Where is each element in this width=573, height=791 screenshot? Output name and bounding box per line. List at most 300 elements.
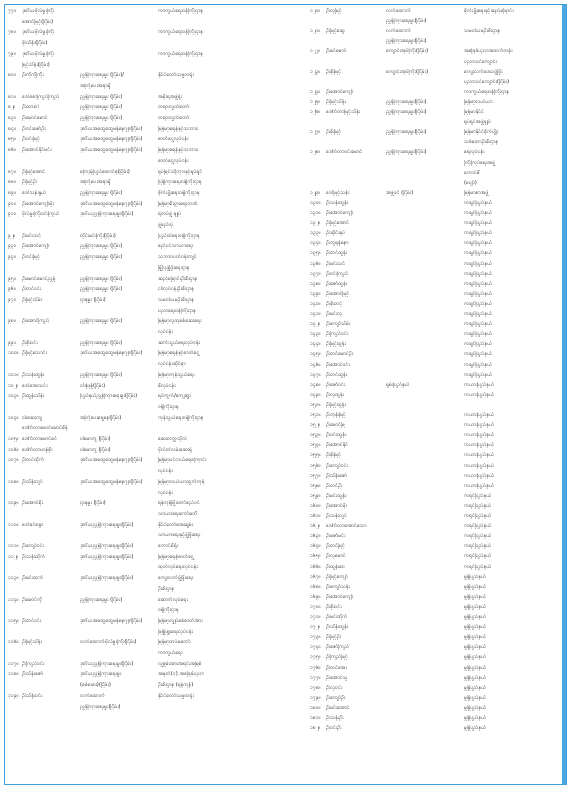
cell-dept: ဦးစီးဌာန [158,585,175,592]
document-page [8,8,561,783]
cell-name: ဒေါ်အေးသင်း [22,382,48,389]
cell-num: ၁၄၀။ [310,300,321,307]
cell-num: ၈၅။ [8,136,16,143]
cell-dept: လုပ်ငန်း [158,329,173,335]
cell-num: ၁၁၉။ [8,692,19,699]
cell-name: ဦးအောင်ကျော် [22,243,50,250]
cell-pos: ဒုတိယညွှန်ကြားရေးမှူး(ငြိမ်း) [80,211,134,218]
cell-dept: မွန်ပြည်နယ် [464,593,487,600]
cell-dept: ပညာသင်ကျောင်း(ငြိမ်း) [464,78,510,85]
cell-num: ၇၉။ [8,50,16,57]
cell-num: ၁၄၂။ [310,321,320,328]
cell-dept: လူ့စွမ်းအားအရင်းအမြစ် [158,660,202,667]
cell-num: ၁၅၁။ [310,412,321,418]
cell-name: ဦးသိန်းဇော် [326,472,348,479]
cell-dept: ပညာရေးဝန်ကြီးဌာန [158,307,196,314]
cell-name: ဦးမင်းထွန်း [326,492,347,499]
cell-num: ၁၅၇။ [310,472,321,479]
cell-dept: ပြည်ထဲရေးဝန်ကြီးဌာန [158,232,200,239]
cell-dept: ကချင်ပြည်နယ် [464,311,493,317]
cell-dept: ကရင်ပြည်နယ် [464,553,492,560]
cell-name: ဒေါက်တာဟန်စိုး [22,446,53,453]
cell-pos: ညွှန်ကြားရေးမှူး (ငြိမ်း) [80,93,123,100]
cell-dept: ကယားပြည်နယ် [464,472,495,479]
cell-name: ဦးကျော်သန်း [326,583,351,590]
cell-name: ဗိုလ်မှူးကြီးဝင်းကြွယ် [22,211,60,218]
cell-dept: ကချင်ပြည်နယ် [464,300,493,307]
cell-dept: မွန်ပြည်နယ် [464,573,487,580]
cell-name: ဦးလှမြင့် [326,8,342,14]
cell-num: ၁၂၄။ [310,88,320,95]
cell-pos: ညွှန်ကြားရေးမှူး (ငြိမ်း) [80,104,123,111]
cell-dept: နိုင်ငံတော်သမ္မတရုံး [158,692,194,699]
cell-dept: အခြေခံပညာအထက်တန်း [464,48,513,55]
cell-dept: ဆောက်လုပ်ရေး [158,596,188,603]
cell-name: ဒေါက်တာအောင်သော [326,523,367,530]
cell-dept: ကာကွယ်ရေးဝန်ကြီးဌာန [158,29,203,36]
cell-dept: ကချင်ပြည်နယ် [464,220,493,227]
cell-num: ၁၁၁။ [8,543,19,549]
cell-pos: အကြံပေးအရာရှိ [80,179,111,186]
cell-dept: မွန်ပြည်နယ် [464,614,487,620]
cell-num: ၁၂၃။ [310,68,320,75]
cell-dept: လုပ်ငန်းဆိုင်ရာ [158,361,186,368]
cell-name: ဦးကျော်ဝင်း [326,462,349,469]
cell-dept: စိုက်ပျိုးရေးဝန်ကြီးဌာန [158,189,200,196]
cell-num: ၈၉။ [8,189,16,196]
cell-num: ၈၂။ [8,104,16,111]
cell-dept: မြန်မာ့တပ်မတော် [158,639,191,646]
cell-name: ဦးအောင်ကျော် [326,210,354,216]
cell-dept: ရပ်ကွက်/ကျေးရွာ [158,393,191,400]
cell-pos: ဒုတိယအထွေထွေမန်နေဂျာ(ငြိမ်း) [80,125,143,132]
cell-dept: ကချင်ပြည်နယ် [464,290,493,297]
cell-dept: ကချင်ပြည်နယ် [464,351,493,358]
cell-num: ၁၀၇။ [8,457,19,464]
cell-num: ၁၂၅။ [310,98,320,105]
cell-pos: အဖွဲ့ဝင် (ငြိမ်း) [386,189,414,196]
cell-name: ဦးစိုးမြင့် [326,452,342,459]
cell-dept: ဆည်မြောင်းဦးစီးဌာန [158,275,198,282]
cell-num: ၉၄။ [8,254,16,261]
cell-dept: ကရင်ပြည်နယ် [464,563,492,570]
cell-num: ၉၀။ [8,200,16,207]
cell-num: ၁၃၈။ [310,280,321,287]
cell-dept: ကောင်စီ [464,169,480,176]
cell-num: ၁၃၄။ [310,240,321,247]
cell-dept: ကချင်ပြည်နယ် [464,240,493,247]
cell-name: ဦးသိန်းလွင် [22,478,43,485]
cell-dept: ကချင်ပြည်နယ် [464,270,493,277]
cell-num: ၉၅။ [8,275,16,282]
cell-name: ဦးမြင့်သိမ်း [22,296,43,303]
cell-dept: ကယားပြည်နယ် [464,381,495,388]
cell-name: ဦးကျော်ဦး [326,694,346,701]
cell-dept: မြန်မာ့ရေနံနှင့်သဘာဝ [158,125,199,132]
cell-pos: ညွှန်ကြားရေးမှူး (ငြိမ်း) [80,189,123,196]
cell-pos: ဒုတိယအထွေထွေမန်နေဂျာ(ငြိမ်း) [80,136,143,143]
cell-name: ဦးတင်အေး [326,664,347,671]
cell-dept: အမှတ်(၁) အခြေခံပညာ [158,671,204,678]
cell-num: ၁၀၂။ [8,382,18,389]
cell-num: ၁၄၄။ [310,341,321,348]
cell-name: ဦးမင်းလှ [326,311,343,317]
cell-pos: ဒုတိယညွှန်ကြားရေးမှူး(ငြိမ်း) [80,660,134,667]
cell-name: ဦးဇော်ဝင်း [326,381,346,388]
cell-dept: ဓာတ်ငွေ့လုပ်ငန်း [158,157,189,164]
cell-dept: စိုက်ပျိုးရေးနှင့်ဆည်မြောင်း [464,8,514,14]
cell-dept: ကယားပြည်နယ် [464,452,495,459]
cell-dept: ပညာသင်ကျောင်း [464,58,498,65]
cell-num: ၁၆၃။ [310,533,321,540]
cell-num: ၁၇၅။ [310,654,321,661]
cell-pos: ညွှန်ကြားရေးမှူး (ငြိမ်း) [80,596,123,603]
cell-num: ၁၃၆။ [310,260,321,267]
cell-name: ဦးဘူရန်နော [326,240,349,247]
cell-pos: ညွှန်ကြားရေးမှူး(ငြိမ်း) [386,38,427,45]
cell-name: ဦးသိန်းထွန်း [326,624,349,631]
cell-name: ဦးဝင်းထွန်း [326,432,347,439]
cell-dept: ကချင်ပြည်နယ် [464,280,493,287]
cell-name: ဦးထွန်းသိန်း [22,393,45,400]
cell-name: ဒေါ်ခင်စန္ဒာ [22,521,44,528]
cell-pos: ညွှန်ကြားရေးမှူး (ငြိမ်း) [80,254,123,261]
cell-name: ဦးမောင်မြ [326,422,345,429]
cell-num: ၁၆၇။ [310,573,321,580]
cell-pos: ဒုတိယအထွေထွေမန်နေဂျာ(ငြိမ်း) [80,200,143,207]
cell-dept: စည်ပင်သာယာရေး [158,243,194,250]
cell-pos: တိုင်းမင်းကြီး(ငြိမ်း) [80,232,116,239]
cell-name: ဦးမောင်မောင် [22,115,48,121]
cell-name: ဦးတင်ဦး [326,482,343,489]
cell-num: ၁၇၃။ [310,634,321,641]
cell-dept: ကရင်ပြည်နယ် [464,513,492,519]
cell-num: ၁၁၂။ [8,553,18,560]
cell-name: ဦးစိုးမြင့် [326,129,342,136]
cell-pos: ဒုတိယညွှန်ကြားရေးမှူး(ငြိမ်း) [80,543,134,549]
cell-dept: ဦးစီးဌာန (ရန်ကုန်) [158,682,194,689]
cell-name: အောင်မြင့်(ငြိမ်း) [22,18,54,25]
cell-name: ဦးအောင်မိုး [326,502,347,509]
cell-name: ဦးတင်ထိုက် [22,457,45,464]
cell-num: ၁၇၆။ [310,664,321,671]
cell-num: ၁၄၈။ [310,381,321,388]
cell-num: ၉၃။ [8,243,16,250]
cell-num: ၁၁၀။ [8,521,19,528]
cell-num: ၁၈၀။ [310,704,321,711]
cell-num: ၁၇၂။ [310,624,320,631]
cell-name: ဦးဝင်းမြင့် [22,136,41,143]
cell-name: ဦးအောင်စိုး [22,500,43,507]
cell-pos: ဒုတိယအထွေထွေမန်နေဂျာ(ငြိမ်း) [80,350,143,357]
cell-num: ၁၅၅။ [310,452,321,459]
cell-name: ဦးသန်းထိုက် [22,553,46,560]
cell-num: ၁၁၆။ [8,639,19,646]
cell-num: ၉၇။ [8,296,16,303]
cell-dept: အစိုးရအဖွဲ့ရုံး [158,93,182,100]
cell-name: ဦးဇော်မင်း [326,533,346,540]
cell-name: ဦးသိန်းဝင်း [22,692,43,699]
cell-num: ၁၃၁။ [310,210,321,216]
cell-name: ဒေါ်သန်းနွယ် [22,189,47,196]
cell-num: ၁၅၉။ [310,492,321,499]
cell-dept: ကယားပြည်နယ် [464,412,495,418]
cell-pos: ဒုတိယညွှန်ကြားရေးမှူး [80,671,122,678]
cell-name: ဦးစိုးတင့် [326,300,343,307]
cell-num: ၁၅၃။ [310,432,321,439]
cell-pos: အကြံပေးရှေ့နေ(ငြိမ်း) [80,414,122,421]
cell-num: ၇၈။ [8,29,16,36]
cell-num: ၈၀။ [8,72,16,79]
cell-dept: ကချင်ပြည်နယ် [464,210,493,216]
cell-dept: မြန်မာ့ပင်လယ်ရေကြောင်း [158,457,207,464]
cell-dept: မွန်ပြည်နယ် [464,684,487,691]
cell-dept: မွန်ပြည်နယ် [464,715,487,721]
cell-dept: ဝန်ကြီးဌာန [158,607,179,614]
cell-dept: (ပျော်) [464,179,477,186]
cell-pos: ဒုတိယညွှန်ကြားရေးမှူး(ငြိမ်း) [80,575,134,582]
cell-dept: ကချင်ပြည်နယ် [464,199,493,206]
cell-dept: မွန်ပြည်နယ် [464,583,487,590]
cell-dept: ကယားပြည်နယ် [464,442,495,449]
cell-name: ဦးအောင်နိုင် [326,442,349,449]
cell-name: ဦးမြင့်ဦး [326,634,342,641]
cell-num: ၁၄၅။ [310,351,321,358]
cell-dept: မြန်မာ့ကုန်သွယ်ရေး [158,371,195,378]
cell-dept: မွန်ပြည်နယ် [464,644,487,651]
cell-name: ဒေါက်တာဝင်းမောင် [326,149,363,156]
cell-name: ဦးစိုးဝင်း [22,339,38,346]
cell-num: ၁၆၆။ [310,563,321,570]
cell-pos: ညွှန်ကြားရေးမှူး(ငြိမ်း) [386,18,427,25]
cell-name: ဦးမြင့်ထွန်း [326,341,346,348]
cell-name: ဦးမင်းအောင် [326,704,350,711]
cell-name: ဦးဆိုင်းနုပ် [326,230,346,237]
cell-num: ၁၁၇။ [8,660,19,667]
cell-pos: လက်ထောက် [80,692,105,699]
cell-pos: ပါမောက္ခ (ငြိမ်း) [80,446,111,453]
cell-num: ၈၆။ [8,147,16,154]
cell-name: ဒေါက်တာမောင်မောင်စိန် [22,425,68,432]
cell-num: ၁၄၆။ [310,361,321,368]
cell-num: ၁၅၄။ [310,442,321,449]
cell-pos: ဝါဒဖြန့်(ငြိမ်း) [80,382,106,389]
cell-num: ၁၀၆။ [8,446,19,453]
cell-pos: ဒုတိယအထွေထွေမန်နေဂျာ(ငြိမ်း) [80,457,143,464]
cell-num: ၁၆၉။ [310,593,321,600]
cell-num: ၁၀၅။ [8,436,19,442]
cell-name: ဦးလှထွန်း [326,391,345,398]
cell-pos: ဌာနမှူး (ငြိမ်း) [80,500,106,507]
cell-num: ၁၁၅။ [8,617,19,624]
cell-dept: ကချင်ပြည်နယ် [464,371,493,378]
cell-name: ဦးသန်းထွန်း [22,371,45,378]
cell-name: ဒေါ်မြင့်သန်း [326,189,350,196]
cell-num: ၁၆၄။ [310,543,321,550]
cell-name: ဦးတင်ထွန်း [326,371,348,378]
cell-name: ဦးကျော်သိမ်း [326,321,351,328]
page-edge-bar [562,5,566,784]
cell-pos: ညွှန်ကြားရေးမှူး (ငြိမ်း) [80,115,123,121]
cell-dept: သဘာဝပတ်ဝန်းကျင် [158,254,197,261]
cell-dept: ကချင်ပြည်နယ် [464,260,493,267]
cell-name: ဦးတင်ဝင်း [22,617,42,624]
cell-pos: ကျောင်းအုပ်ကြီး(ငြိမ်း) [386,48,429,55]
cell-name: ဦးသန်းဦး [326,715,344,721]
cell-dept: သစ်တောဦးစီးဌာန [464,139,499,146]
cell-dept: ကျေးလက်ဒေသဖွံ့ဖြိုး [464,68,503,75]
cell-dept: ဖြန့်ဖြူးရေးလုပ်ငန်း [158,628,193,635]
cell-name: ဒေါ်စောကြည်ကြည် [22,93,60,100]
cell-name: ဦးသန်းလွင် [326,513,347,519]
cell-dept: ကရင်ပြည်နယ် [464,533,492,540]
cell-dept: နိုင်ငံတော်အေးချမ်း [158,521,194,528]
cell-name: ဦးအောင်ကျော်မိုး [22,200,54,207]
cell-name: ဦးမောင်ကို [22,596,43,603]
cell-name: ဦးဘုန်းမြင့် [326,412,346,418]
cell-name: ဦးခင်မောင် [326,48,347,55]
cell-pos: ညွှန်ကြားရေးမှူး(ငြိမ်း) [386,109,427,115]
cell-num: ၁၀၀။ [8,350,19,357]
cell-num: ၉၉။ [8,339,16,346]
cell-num: ၈၇။ [8,168,16,175]
cell-num: ၁၆၅။ [310,553,321,560]
cell-num: ၁၂၀။ [310,8,320,14]
cell-num: ၁၂၂။ [310,48,320,55]
cell-dept: ဓာတ်ငွေ့လုပ်ငန်း [158,136,189,143]
cell-num: ၁၅၂။ [310,422,320,429]
cell-dept: တရားလွှတ်တော် [158,115,190,121]
cell-dept: ဆက်သွယ်ရေးလုပ်ငန်း [158,339,200,346]
cell-name: ဦးမြင့်ဆွေ [326,28,345,35]
cell-name: ဦးအောင်ခိုင်မင်း [22,147,52,154]
cell-dept: မွန်ပြည်နယ် [464,664,487,671]
cell-pos: ညွှန်ကြားရေးမှူး(ငြိမ်း) [80,703,121,710]
cell-pos: ညွှန်ကြားရေးမှူး (ငြိမ်း) [80,339,123,346]
cell-name: ဦးစိုးမြင့် [326,68,342,75]
cell-name: ဦးတင်မောင်ဦး [326,351,354,358]
cell-num: ၁၆၁။ [310,513,321,519]
cell-dept: မွန်ပြည်နယ် [464,704,487,711]
cell-name: ဦးမြင့်ဦး [22,179,38,186]
cell-num: ၁၃၂။ [310,220,320,227]
cell-dept: မြန်မာ့လယ်ယာ [464,98,493,105]
cell-name: ဒုတိယဗိုလ်မှူးကြီး [22,8,55,14]
cell-dept: ဆေးတက္ကသိုလ် [158,436,187,442]
cell-num: ၁၃၀။ [310,199,321,206]
cell-dept: ကရင်ပြည်နယ် [464,502,492,509]
cell-name: ဦးဇော်ထွန်း [326,280,348,287]
cell-pos: ညွှန်ကြားရေးမှူး (ငြိမ်း) [80,243,123,250]
cell-name: ဒေါက်တာမြင့်သိန်း [326,109,361,115]
cell-pos: ညွှန်ကြားရေးမှူး (ငြိမ်း) [80,286,123,293]
cell-pos: ညွှန်ကြားရေးမှူး (ငြိမ်း)/ [80,72,124,79]
cell-name: ဦးလှမောင် [326,553,346,560]
cell-dept: ထုတ်လုပ်ရေးလုပ်ငန်း [158,564,198,571]
cell-num: ၉၂။ [8,232,16,239]
cell-num: ၁၇၄။ [310,644,321,651]
cell-num: ၁၄၉။ [310,391,321,398]
cell-name: ဦးကျော်ဝင်း [22,543,45,549]
cell-name: ဦးဇော်ကြည် [326,644,350,651]
cell-name: ဦးကိုကိုကြီး [22,72,44,79]
cell-num: ၈၈။ [8,179,16,186]
cell-dept: မြန်မာ့ရေနံနှင့်ဓာတ်ငွေ့ [158,350,200,357]
cell-dept: မြန်မာ့လယ်ယာထွက်ကုန် [158,478,205,485]
cell-num: ၈၁။ [8,93,16,100]
cell-name: ဦးမြင့်သိန်း [22,639,42,646]
cell-num: ၁၀၈။ [8,478,19,485]
cell-dept: ကျေးလက်ဖွံ့ဖြိုးရေး [158,575,194,582]
cell-pos: ရှမ်းပြည်နယ် [386,381,410,388]
cell-num: ၇၇။ [8,8,16,14]
cell-name: ဒေါက်တာမောင်ခင် [22,436,58,442]
cell-name: ဦးမြင့်ထွန်း [326,401,346,408]
cell-name: ဦးထားဝါ [22,104,39,111]
cell-dept: မြန်မာစာအဖွဲ့ [464,189,489,196]
cell-pos: ညွှန်ကြားရေးမှူး (ငြိမ်း) [80,275,123,282]
cell-name: ဦးကြည်မြင့် [326,654,348,661]
cell-dept: ပြန်ကြားရေးဝန်ကြီးဌာန [158,179,202,186]
cell-name: ဦးမြင့်အောင် [326,220,350,227]
cell-name: ဦးမင်းထက် [22,575,44,582]
cell-num: ၁၅၈။ [310,482,321,489]
cell-dept: နိုင်ငံတော်သမ္မတရုံး [158,72,194,79]
cell-name: ဦးဝင်းကြည် [326,270,349,277]
cell-num: ၁၈၁။ [310,715,321,721]
cell-name: ဦးတင်ဝင်း [22,286,42,293]
cell-num: ၁၂၉။ [310,189,320,196]
cell-pos: လက်ထောက်ဗိုလ်မှူးကြီး(ငြိမ်း) [80,639,137,646]
cell-name: မြင့်သိန်း(ငြိမ်း) [22,61,50,68]
cell-dept: ကချင်ပြည်နယ် [464,230,493,237]
cell-dept: မြန်မာနိုင်ငံ [464,109,485,115]
cell-num: ၁၇၇။ [310,674,321,681]
cell-dept: ကာကွယ်ရေး [158,650,183,656]
cell-num: ၁၀၄။ [8,414,19,421]
cell-name: ဦးအောင်ဝင်း [326,361,350,368]
cell-dept: ရန်ကုန်မြို့တော်စည်ပင် [158,500,200,507]
cell-dept: ကရင်ပြည်နယ် [464,523,492,530]
cell-dept: မြန်မာ့ရေနံဓာတ်ငွေ့ [158,553,194,560]
cell-dept: သာယာရေးကော်မတီ [158,510,198,517]
cell-dept: လုပ်ငန်း [158,468,173,475]
cell-dept: ကချင်ပြည်နယ် [464,321,493,328]
cell-num: ၁၀၃။ [8,393,19,400]
cell-dept: ကချင်ပြည်နယ် [464,361,493,368]
cell-dept: သမဝါယမဦးစီးဌာန [464,28,500,35]
cell-name: ဦးမြင့်သိန်း [326,98,346,105]
cell-pos: ဒုတိယညွှန်ကြားရေးမှူး(ငြိမ်း) [80,521,134,528]
cell-name: ဦးလှဝင်း [326,684,343,691]
cell-dept: တရားလွှတ်တော် [158,104,190,111]
cell-name: ဦးမင်းသင် [22,232,42,239]
cell-dept: ကရင်ပြည်နယ် [464,543,492,550]
cell-name: ဦးမြင့်သောင်း [22,350,47,357]
cell-pos: ညွှန်ကြားရေးမှူး (ငြိမ်း) [80,371,123,378]
cell-pos: ပါမောက္ခ (ငြိမ်း) [80,436,111,442]
cell-dept: ဖွဲ့စည်းပုံ [158,222,174,228]
cell-pos: ညွှန်ကြားရေးမှူး (ငြိမ်း) [80,318,123,325]
cell-pos: အကြံပေးအရာရှိ [80,82,111,89]
cell-num: ၉၈။ [8,318,16,325]
cell-pos: ပြည်နယ်ညွှန်ကြားရေးမှူး(ငြိမ်း) [80,393,138,400]
cell-dept: သာယာရေးနှင့်ဖွံ့ဖြိုးရေး [158,532,201,539]
cell-dept: မွန်ပြည်နယ် [464,634,487,641]
cell-num: ၁၆၀။ [310,502,321,509]
cell-dept: ကယားပြည်နယ် [464,432,495,439]
cell-num: ၈၄။ [8,125,16,132]
